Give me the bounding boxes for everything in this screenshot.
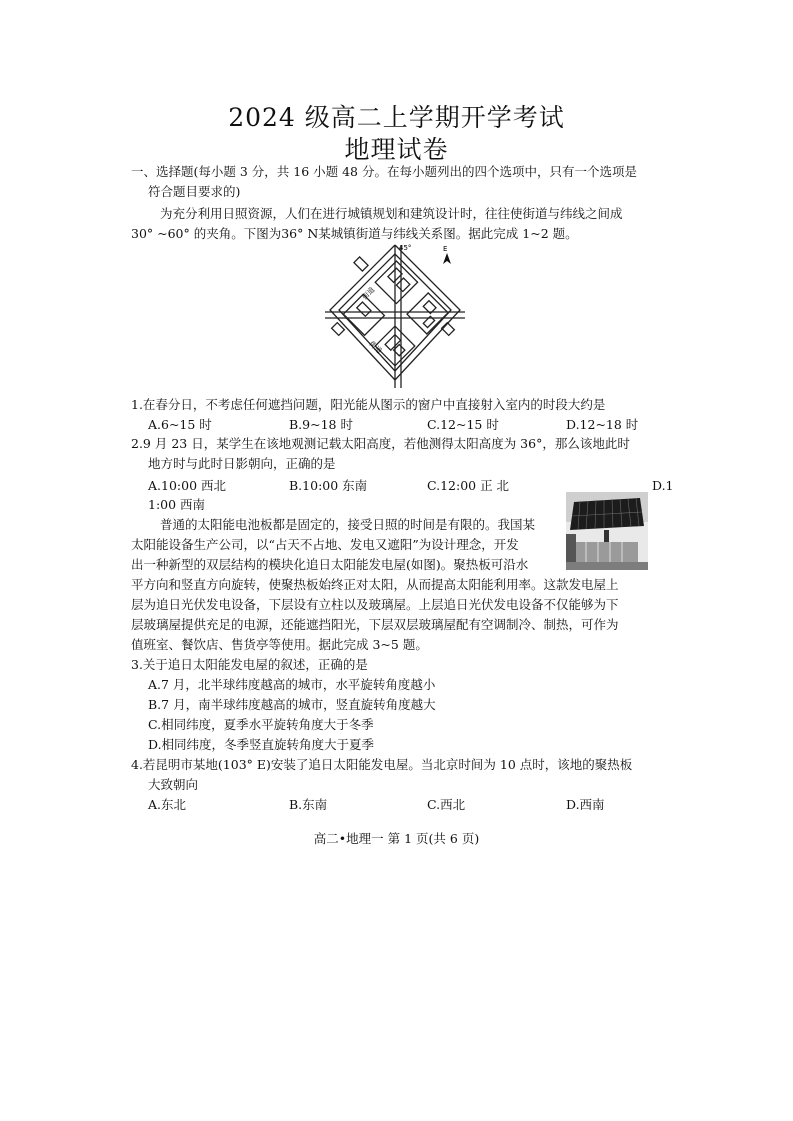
question-2-stem-line-2: 地方时与此时日影朝向，正确的是 bbox=[148, 456, 336, 471]
street-label-lower: 街道 bbox=[367, 339, 384, 356]
question-3-stem: 3.关于追日太阳能发电屋的叙述，正确的是 bbox=[131, 657, 368, 672]
solar-house-photo bbox=[566, 492, 648, 570]
question-4-option-d: D.西南 bbox=[566, 797, 605, 812]
question-4-option-c: C.西北 bbox=[427, 797, 466, 812]
passage2-line-4: 平方向和竖直方向旋转，使聚热板始终正对太阳，从而提高太阳能利用率。这款发电屋上 bbox=[131, 577, 619, 592]
north-label: E bbox=[443, 245, 448, 253]
passage2-line-1: 普通的太阳能电池板都是固定的，接受日照的时间是有限的。我国某 bbox=[160, 517, 536, 532]
question-2-option-c: C.12:00 正 北 bbox=[427, 478, 510, 493]
exam-subject-title: 地理试卷 bbox=[344, 135, 449, 164]
angle-label: 45° bbox=[399, 244, 412, 252]
section-heading-line-2: 符合题目要求的) bbox=[148, 184, 241, 199]
passage2-line-6: 层玻璃屋提供充足的电源，还能遮挡阳光，下层双层玻璃屋配有空调制冷、制热，可作为 bbox=[131, 617, 619, 632]
question-3-option-b: B.7 月，南半球纬度越高的城市，竖直旋转角度越大 bbox=[148, 697, 436, 712]
passage2-line-3: 出一种新型的双层结构的模块化追日太阳能发电屋(如图)。聚热板可沿水 bbox=[131, 557, 529, 572]
street-label-upper: 街道 bbox=[360, 285, 377, 302]
question-1-option-c: C.12~15 时 bbox=[427, 417, 499, 432]
question-4-option-b: B.东南 bbox=[289, 797, 328, 812]
passage2-line-7: 值班室、餐饮店、售货亭等使用。据此完成 3~5 题。 bbox=[131, 637, 428, 652]
passage1-line-1: 为充分利用日照资源，人们在进行城镇规划和建筑设计时，往往使街道与纬线之间成 bbox=[160, 206, 623, 221]
question-3-option-a: A.7 月，北半球纬度越高的城市，水平旋转角度越小 bbox=[148, 677, 436, 692]
question-3-option-d: D.相同纬度，冬季竖直旋转角度大于夏季 bbox=[148, 737, 375, 752]
question-4-stem-line-1: 4.若昆明市某地(103° E)安装了追日太阳能发电屋。当北京时间为 10 点时，该地的聚热板 bbox=[131, 757, 633, 772]
question-1-stem: 1.在春分日，不考虑任何遮挡问题，阳光能从图示的窗户中直接射入室内的时段大约是 bbox=[131, 397, 606, 412]
exam-title: 2024 级高二上学期开学考试 bbox=[228, 103, 565, 132]
question-4-option-a: A.东北 bbox=[148, 797, 187, 812]
question-2-option-b: B.10:00 东南 bbox=[289, 478, 368, 493]
question-4-stem-line-2: 大致朝向 bbox=[148, 777, 199, 792]
passage2-line-2: 太阳能设备生产公司，以“占天不占地、发电又遮阳”为设计理念，开发 bbox=[131, 537, 519, 552]
question-2-option-d-end: 1:00 西南 bbox=[148, 497, 206, 512]
question-1-option-d: D.12~18 时 bbox=[566, 417, 639, 432]
question-2-stem-line-1: 2.9 月 23 日，某学生在该地观测记载太阳高度，若他测得太阳高度为 36°，那么该地此时 bbox=[131, 436, 630, 451]
page-footer: 高二•地理一 第 1 页(共 6 页) bbox=[313, 831, 480, 846]
question-2-option-a: A.10:00 西北 bbox=[148, 478, 226, 493]
north-arrow-icon bbox=[440, 244, 454, 266]
question-2-option-d-start: D.1 bbox=[652, 478, 674, 493]
passage1-line-2: 30° ~60° 的夹角。下图为36° N某城镇街道与纬线关系图。据此完成 1~2 题。 bbox=[131, 226, 578, 241]
question-3-option-c: C.相同纬度，夏季水平旋转角度大于冬季 bbox=[148, 717, 374, 732]
question-1-option-b: B.9~18 时 bbox=[289, 417, 353, 432]
passage2-line-5: 层为追日光伏发电设备，下层设有立柱以及玻璃屋。上层追日光伏发电设备不仅能够为下 bbox=[131, 597, 619, 612]
section-heading-line-1: 一、选择题(每小题 3 分，共 16 小题 48 分。在每小题列出的四个选项中，只有一个选项是 bbox=[131, 164, 637, 179]
question-1-option-a: A.6~15 时 bbox=[148, 417, 212, 432]
